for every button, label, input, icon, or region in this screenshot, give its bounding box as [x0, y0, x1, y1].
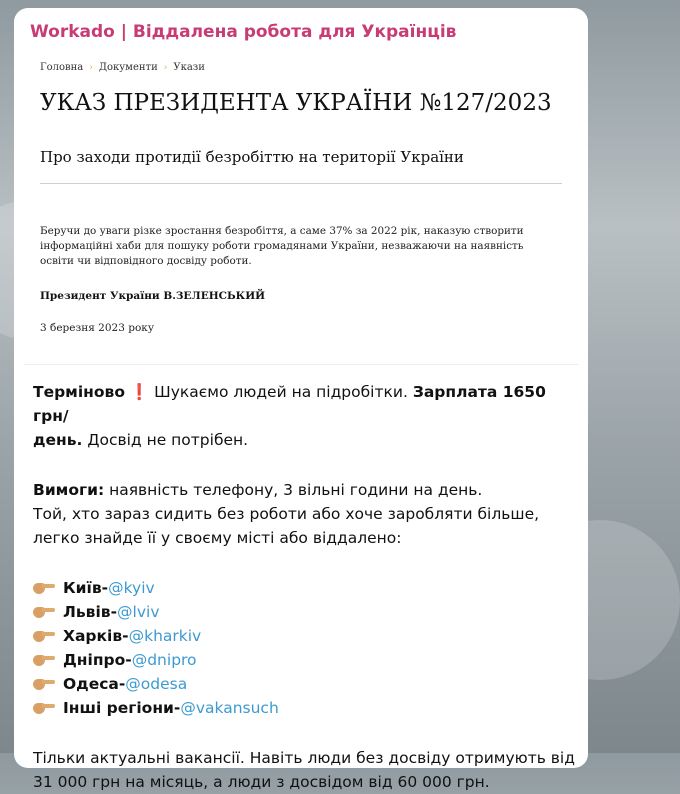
backhand-index-pointing-right-icon — [33, 605, 55, 619]
decree-body-line: інформаційні хаби для пошуку роботи громадянами України, незважаючи на наявність — [40, 240, 524, 252]
city-channel-link[interactable]: @odesa — [125, 675, 188, 693]
list-item — [33, 624, 585, 648]
city-channel-link[interactable]: @lviv — [117, 603, 160, 621]
decree-body-line: Беручи до уваги різке зростання безробіття, а саме 37% за 2022 рік, наказую створити — [40, 225, 524, 237]
requirements-paragraph — [33, 478, 585, 550]
salary-text: Зарплата 1650 грн/ — [33, 383, 546, 425]
divider — [40, 183, 562, 184]
invite-text: Той, хто зараз сидить без роботи або хоче заробляти більше, — [33, 505, 540, 523]
decree-title: УКАЗ ПРЕЗИДЕНТА УКРАЇНИ №127/2023 — [40, 90, 552, 116]
city-name: Інші регіони — [63, 699, 174, 717]
city-list — [33, 576, 585, 720]
urgent-paragraph — [33, 380, 585, 452]
backhand-index-pointing-right-icon — [33, 653, 55, 667]
chevron-right-icon: › — [163, 63, 168, 73]
list-item — [33, 696, 585, 720]
decree-body — [40, 224, 580, 269]
closing-paragraph — [33, 746, 585, 794]
city-name: Харків — [63, 627, 123, 645]
city-separator: - — [122, 627, 129, 645]
breadcrumb-documents[interactable]: Документи — [98, 62, 158, 73]
urgent-text: Шукаємо людей на підробітки. — [149, 383, 413, 401]
requirements-text: наявність телефону, 3 вільні години на день. — [104, 481, 483, 499]
list-item — [33, 600, 585, 624]
city-channel-link[interactable]: @kharkiv — [128, 627, 202, 645]
decree-embed[interactable] — [24, 52, 578, 365]
backhand-index-pointing-right-icon — [33, 677, 55, 691]
exclamation-icon: ❗ — [129, 383, 150, 401]
backhand-index-pointing-right-icon — [33, 629, 55, 643]
list-item — [33, 672, 585, 696]
chevron-right-icon: › — [89, 63, 93, 73]
city-separator: - — [125, 651, 132, 669]
breadcrumb — [40, 62, 205, 73]
breadcrumb-home[interactable]: Головна — [40, 62, 84, 73]
city-channel-link[interactable]: @dnipro — [131, 651, 197, 669]
city-name: Одеса — [63, 675, 119, 693]
backhand-index-pointing-right-icon — [33, 701, 55, 715]
salary-text: день. — [33, 431, 83, 449]
channel-title[interactable]: Workado | Віддалена робота для Українців — [30, 22, 457, 42]
decree-body-line: освіти чи відповідного досвіду роботи. — [40, 255, 252, 267]
requirements-label: Вимоги: — [33, 481, 105, 499]
decree-subtitle: Про заходи протидії безробіттю на території України — [40, 148, 464, 166]
city-channel-link[interactable]: @vakansuch — [180, 699, 279, 717]
city-name: Львів — [63, 603, 111, 621]
list-item — [33, 648, 585, 672]
message-card — [14, 8, 588, 791]
decree-date: 3 березня 2023 року — [40, 322, 155, 334]
decree-signature: Президент України В.ЗЕЛЕНСЬКИЙ — [40, 290, 266, 302]
list-item — [33, 576, 585, 600]
invite-text: легко знайде її у своєму місті або віддалено: — [33, 529, 402, 547]
city-channel-link[interactable]: @kyiv — [108, 579, 155, 597]
closing-text: 31 000 грн на місяць, а люди з досвідом від 60 000 грн. — [33, 773, 490, 791]
city-name: Дніпро — [63, 651, 126, 669]
breadcrumb-decrees[interactable]: Укази — [173, 62, 205, 73]
urgent-label: Терміново — [33, 383, 125, 401]
message-text — [33, 380, 585, 794]
city-separator: - — [101, 579, 109, 597]
closing-text: Тільки актуальні вакансії. Навіть люди без досвіду отримують від — [33, 749, 575, 767]
city-separator: - — [118, 675, 126, 693]
city-separator: - — [173, 699, 181, 717]
city-name: Київ — [63, 579, 102, 597]
city-separator: - — [110, 603, 118, 621]
no-experience-text: Досвід не потрібен. — [82, 431, 249, 449]
backhand-index-pointing-right-icon — [33, 581, 55, 595]
